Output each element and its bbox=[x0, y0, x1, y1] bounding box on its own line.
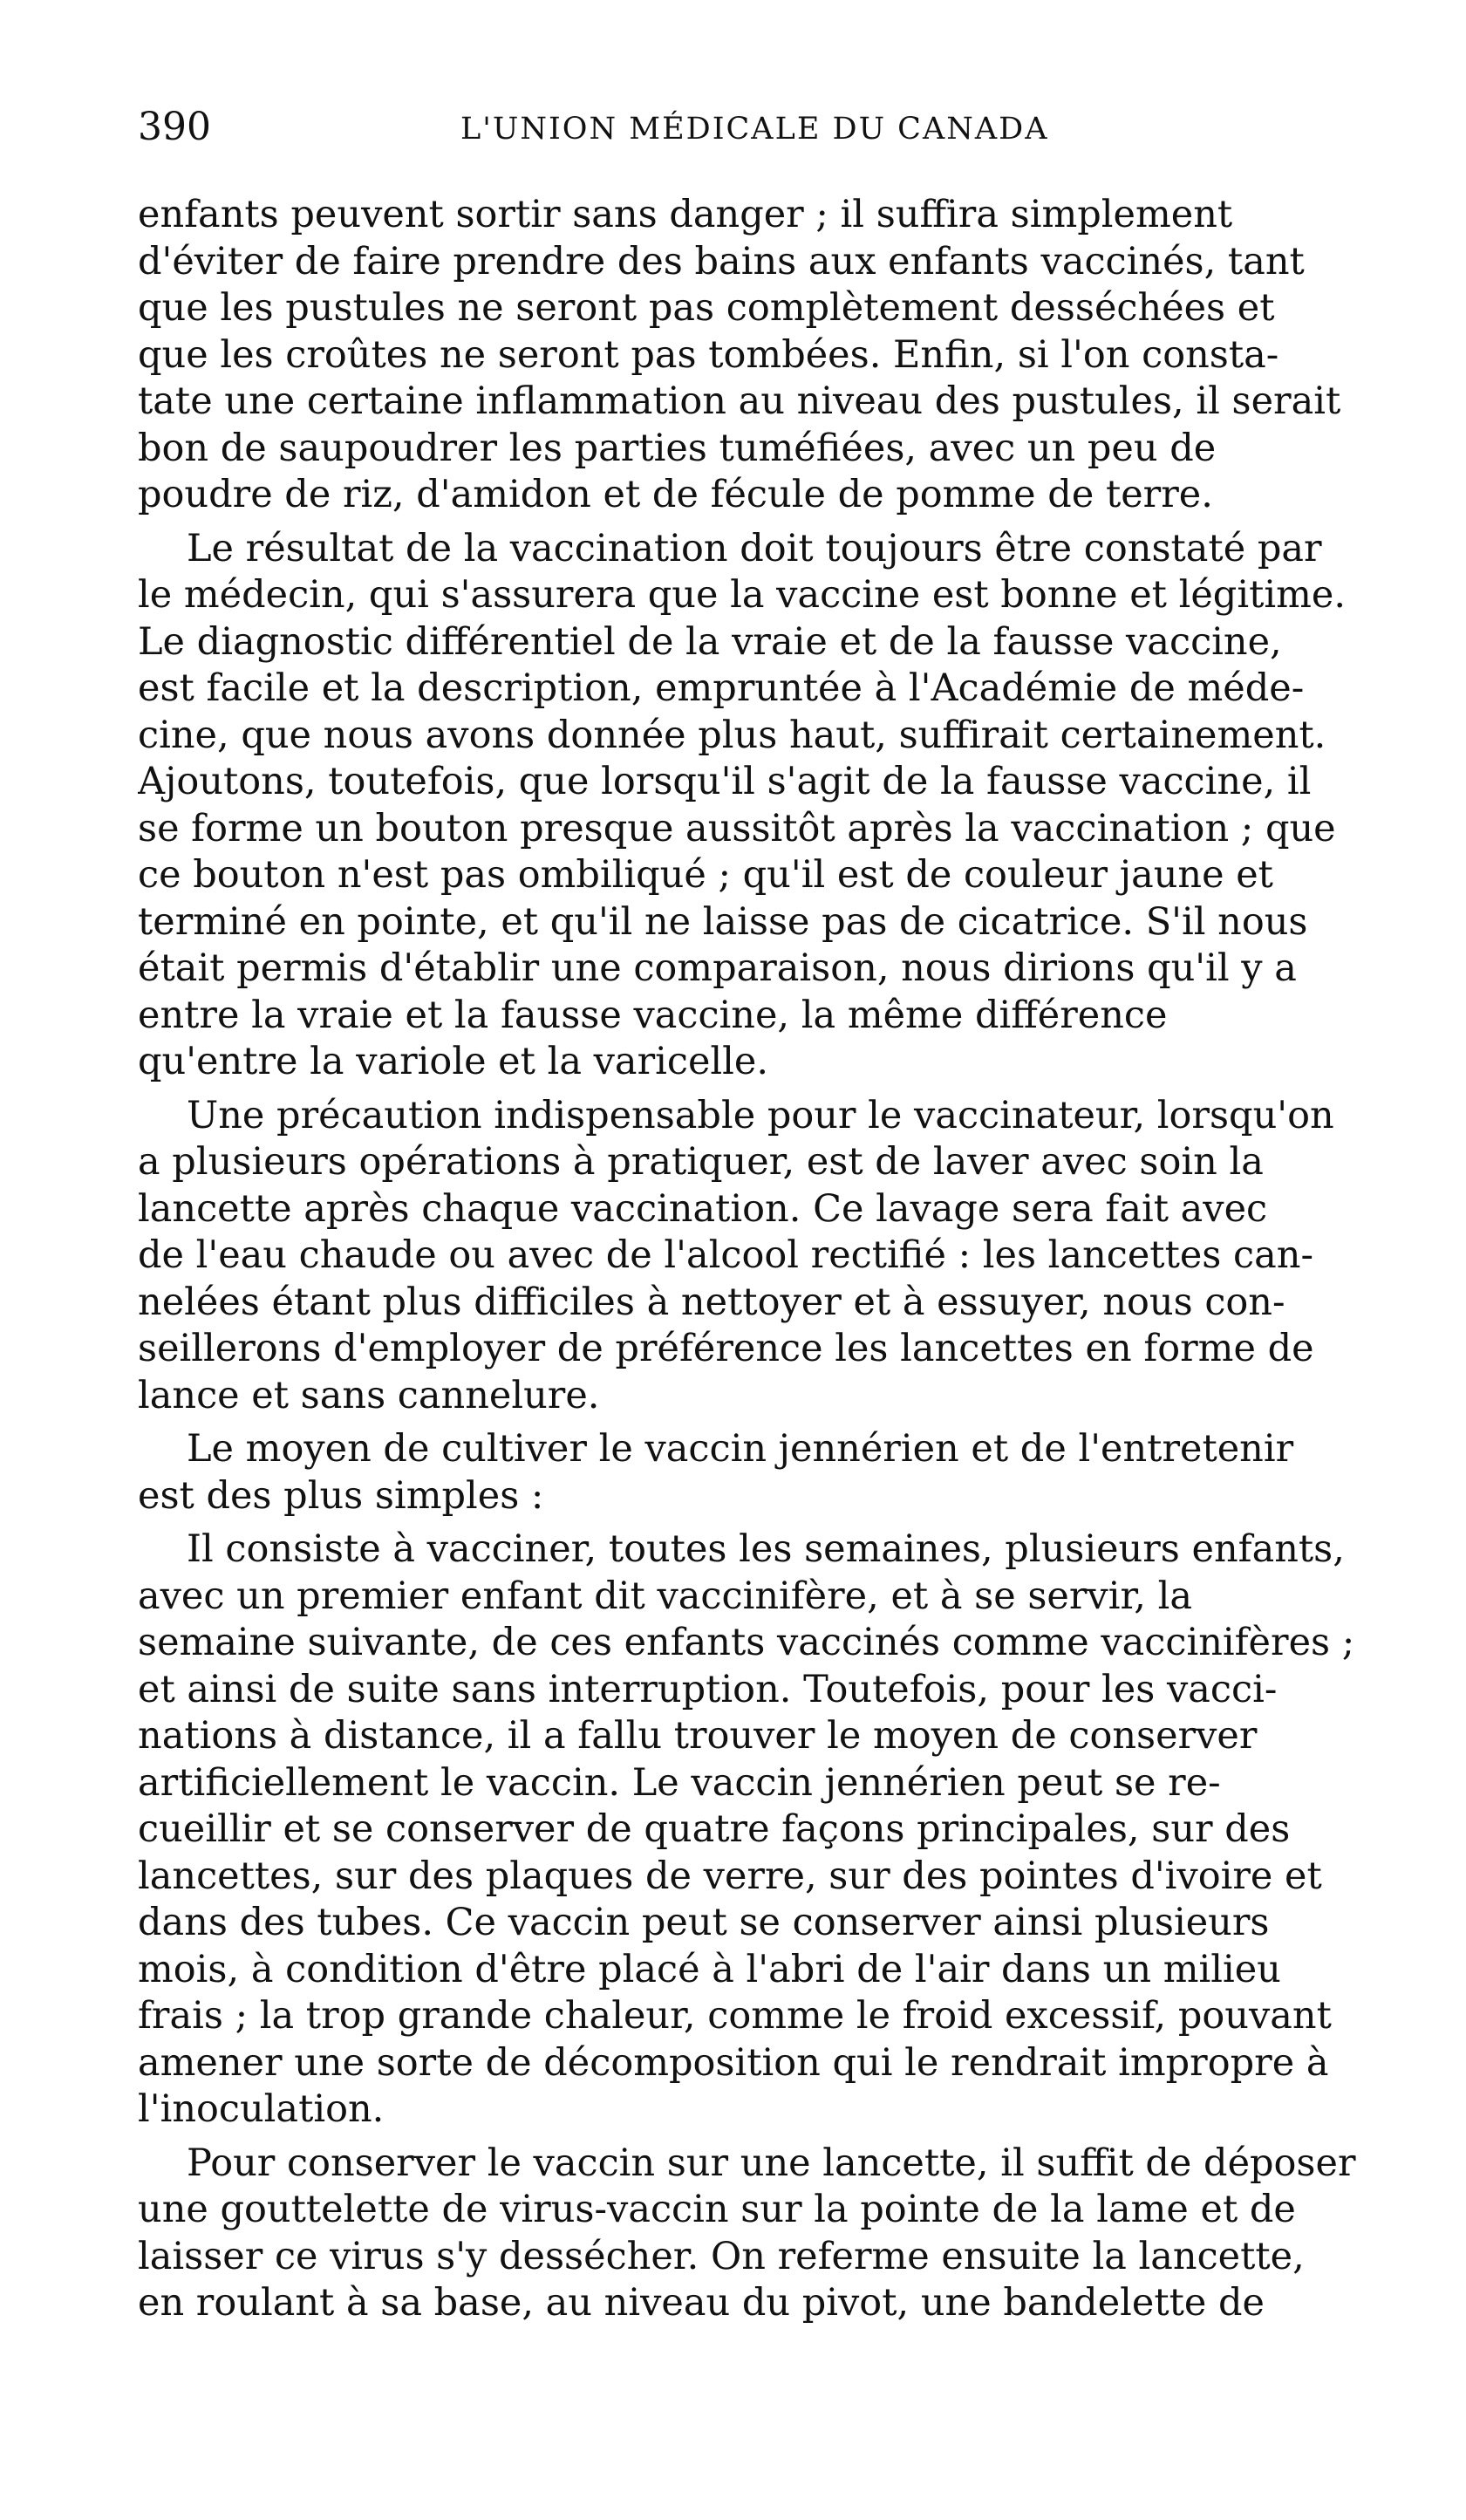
text-line: frais ; la trop grande chaleur, comme le froid excessif, pouvant bbox=[138, 1994, 1332, 2038]
text-line: enfants peuvent sortir sans danger ; il suffira simplement bbox=[138, 193, 1233, 236]
paragraph bbox=[138, 1093, 1394, 1420]
text-line: lancettes, sur des plaques de verre, sur des pointes d'ivoire et bbox=[138, 1854, 1322, 1898]
text-line: bon de saupoudrer les parties tuméfiées, avec un peu de bbox=[138, 426, 1217, 470]
text-line: dans des tubes. Ce vaccin peut se conserver ainsi plusieurs bbox=[138, 1901, 1270, 1944]
text-line: nelées étant plus difficiles à nettoyer et à essuyer, nous con- bbox=[138, 1280, 1285, 1324]
text-line: mois, à condition d'être placé à l'abri de l'air dans un milieu bbox=[138, 1947, 1281, 1991]
paragraph bbox=[138, 1426, 1394, 1520]
text-line: Le moyen de cultiver le vaccin jennérien et de l'entretenir bbox=[187, 1427, 1294, 1471]
page-header bbox=[138, 105, 1394, 167]
text-line: entre la vraie et la fausse vaccine, la même différence bbox=[138, 993, 1168, 1037]
text-line: Il consiste à vacciner, toutes les semaines, plusieurs enfants, bbox=[187, 1527, 1345, 1571]
text-line: Le résultat de la vaccination doit toujours être constaté par bbox=[187, 526, 1322, 570]
text-line: ce bouton n'est pas ombiliqué ; qu'il est de couleur jaune et bbox=[138, 853, 1273, 897]
text-line: cueillir et se conserver de quatre façons principales, sur des bbox=[138, 1807, 1291, 1851]
text-line: se forme un bouton presque aussitôt après la vaccination ; que bbox=[138, 806, 1336, 850]
text-line: cine, que nous avons donnée plus haut, suffirait certainement. bbox=[138, 713, 1326, 757]
text-line: en roulant à sa base, au niveau du pivot, une bandelette de bbox=[138, 2281, 1265, 2325]
text-line: seillerons d'employer de préférence les lancettes en forme de bbox=[138, 1327, 1314, 1370]
text-line: a plusieurs opérations à pratiquer, est de laver avec soin la bbox=[138, 1140, 1264, 1184]
text-line: tate une certaine inflammation au niveau des pustules, il serait bbox=[138, 379, 1341, 423]
text-line: amener une sorte de décomposition qui le rendrait impropre à bbox=[138, 2040, 1329, 2085]
text-line: le médecin, qui s'assurera que la vaccine est bonne et légitime. bbox=[138, 573, 1347, 617]
text-line: que les croûtes ne seront pas tombées. Enfin, si l'on consta- bbox=[138, 332, 1279, 377]
paragraph bbox=[138, 192, 1394, 519]
text-line: lancette après chaque vaccination. Ce lavage sera fait avec bbox=[138, 1186, 1268, 1231]
paragraph-list bbox=[138, 192, 1394, 2327]
text-line: Une précaution indispensable pour le vaccinateur, lorsqu'on bbox=[187, 1093, 1334, 1137]
page-number: 390 bbox=[138, 105, 211, 149]
text-line: Le diagnostic différentiel de la vraie et de la fausse vaccine, bbox=[138, 619, 1282, 664]
text-line: est des plus simples : bbox=[138, 1473, 544, 1518]
paragraph bbox=[138, 2141, 1394, 2327]
text-line: poudre de riz, d'amidon et de fécule de pomme de terre. bbox=[138, 473, 1213, 516]
text-line: l'inoculation. bbox=[138, 2087, 385, 2131]
book-page bbox=[138, 105, 1394, 2327]
text-line: de l'eau chaude ou avec de l'alcool rectifié : les lancettes can- bbox=[138, 1233, 1313, 1277]
text-line: Pour conserver le vaccin sur une lancette, il suffit de déposer bbox=[187, 2141, 1356, 2185]
text-line: avec un premier enfant dit vaccinifère, et à se servir, la bbox=[138, 1574, 1193, 1618]
text-line: laisser ce virus s'y dessécher. On referme ensuite la lancette, bbox=[138, 2234, 1305, 2278]
text-line: une gouttelette de virus-vaccin sur la pointe de la lame et de bbox=[138, 2188, 1296, 2231]
running-title: L'UNION MÉDICALE DU CANADA bbox=[460, 112, 1049, 147]
paragraph bbox=[138, 526, 1394, 1086]
text-line: semaine suivante, de ces enfants vaccinés comme vaccinifères ; bbox=[138, 1621, 1355, 1664]
body-text bbox=[138, 192, 1394, 2327]
text-line: et ainsi de suite sans interruption. Toutefois, pour les vacci- bbox=[138, 1667, 1278, 1711]
text-line: Ajoutons, toutefois, que lorsqu'il s'agit de la fausse vaccine, il bbox=[138, 760, 1312, 803]
text-line: lance et sans cannelure. bbox=[138, 1373, 600, 1417]
text-line: était permis d'établir une comparaison, nous dirions qu'il y a bbox=[138, 946, 1297, 990]
text-line: d'éviter de faire prendre des bains aux enfants vaccinés, tant bbox=[138, 239, 1305, 283]
text-line: qu'entre la variole et la varicelle. bbox=[138, 1040, 769, 1083]
text-line: que les pustules ne seront pas complètement desséchées et bbox=[138, 286, 1275, 330]
text-line: terminé en pointe, et qu'il ne laisse pas de cicatrice. S'il nous bbox=[138, 899, 1308, 944]
paragraph bbox=[138, 1526, 1394, 2134]
text-line: artificiellement le vaccin. Le vaccin jennérien peut se re- bbox=[138, 1760, 1221, 1805]
text-line: est facile et la description, empruntée à l'Académie de méde- bbox=[138, 666, 1305, 710]
text-line: nations à distance, il a fallu trouver le moyen de conserver bbox=[138, 1714, 1258, 1758]
